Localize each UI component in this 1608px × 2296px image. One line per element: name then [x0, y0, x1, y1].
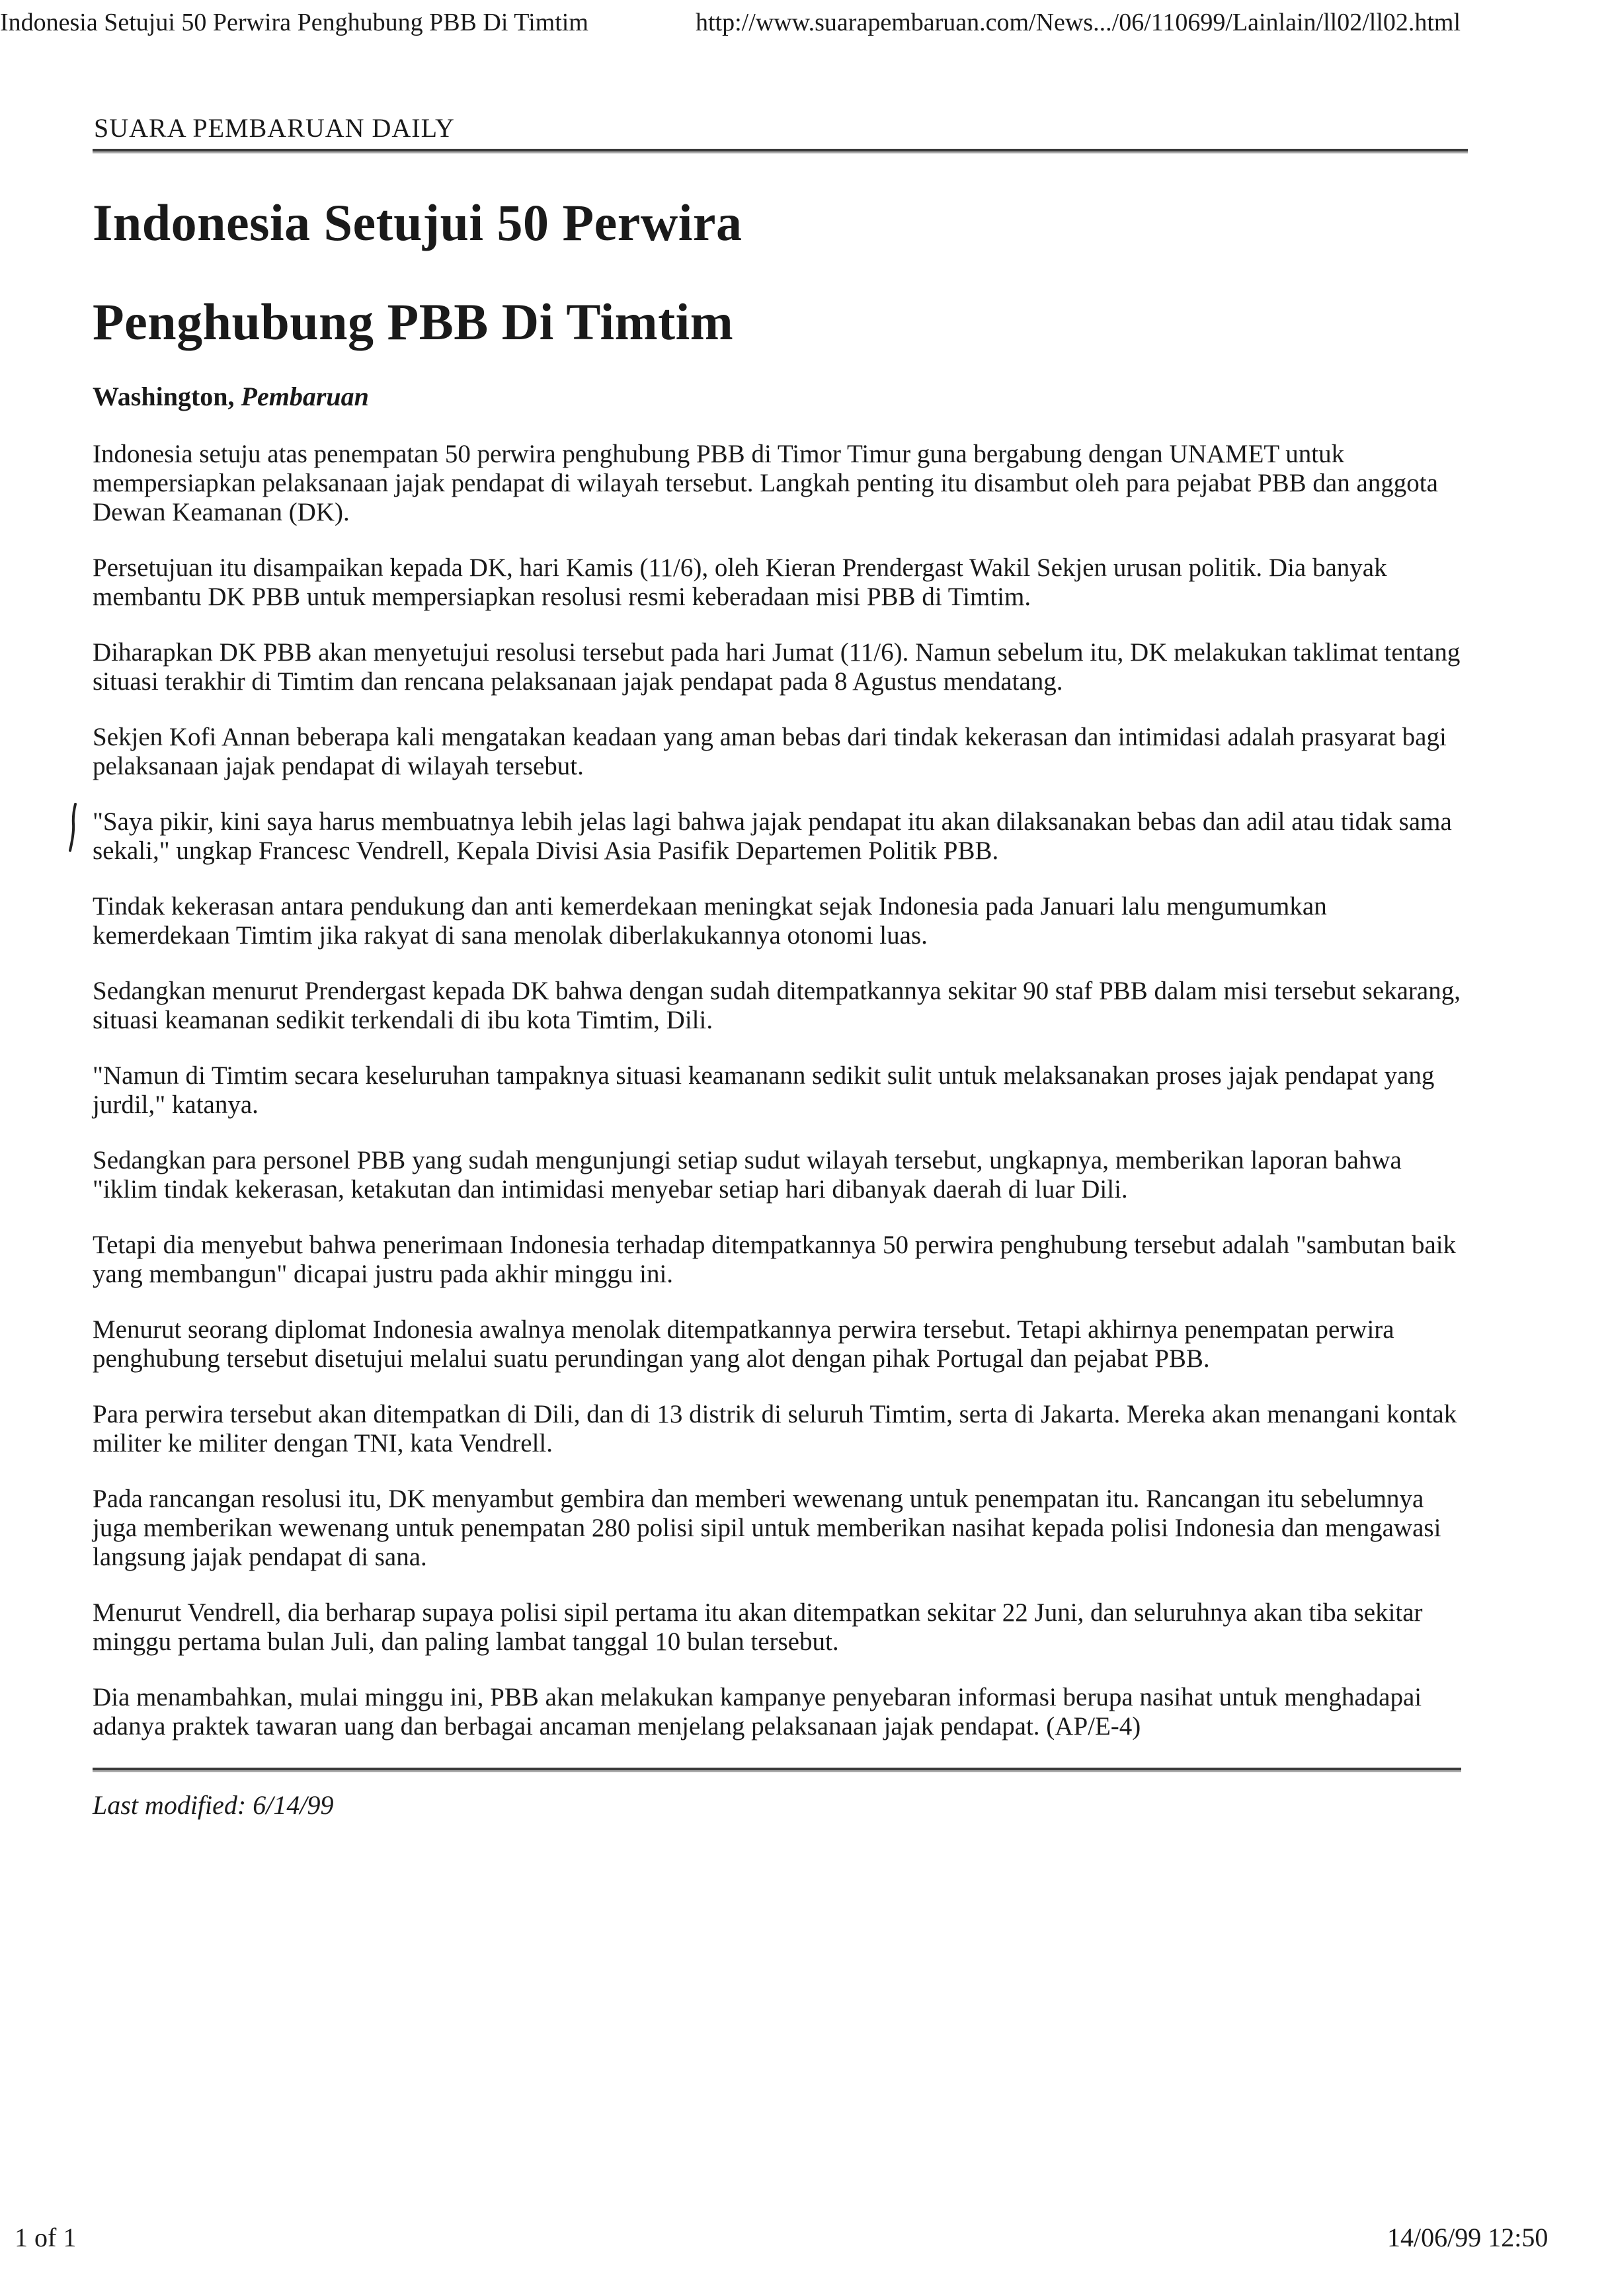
header-rule	[93, 149, 1468, 153]
paragraph: Persetujuan itu disampaikan kepada DK, hari Kamis (11/6), oleh Kieran Prendergast Wakil Sekjen urusan politik. Dia banyak membantu DK PBB untuk mempersiapkan resolusi resmi keberadaan misi PBB di Timtim.	[93, 554, 1387, 611]
paragraph: "Namun di Timtim secara keseluruhan tampaknya situasi keamanann sedikit sulit untuk melaksanakan proses jajak pendapat yang jurdil," katanya.	[93, 1061, 1435, 1119]
print-header	[0, 8, 1608, 48]
page-counter: 1 of 1	[15, 2223, 77, 2252]
article-page	[93, 112, 1468, 1821]
paragraph: Pada rancangan resolusi itu, DK menyambut gembira dan memberi wewenang untuk penempatan itu. Rancangan itu sebelumnya juga memberikan wewenang untuk penempatan 280 polisi sipil untuk memberikan nasihat kepada polisi Indonesia dan mengawasi langsung jajak pendapat di sana.	[93, 1485, 1441, 1571]
paragraph: Sekjen Kofi Annan beberapa kali mengatakan keadaan yang aman bebas dari tindak kekerasan dan intimidasi adalah prasyarat bagi pelaksanaan jajak pendapat di wilayah tersebut.	[93, 723, 1447, 780]
paragraph: Menurut Vendrell, dia berharap supaya polisi sipil pertama itu akan ditempatkan sekitar 22 Juni, dan seluruhnya akan tiba sekitar minggu pertama bulan Juli, dan paling lambat tanggal 10 bulan tersebut.	[93, 1598, 1423, 1656]
print-header-title: Indonesia Setujui 50 Perwira Penghubung PBB Di Timtim	[0, 9, 588, 36]
paragraph: Menurut seorang diplomat Indonesia awalnya menolak ditempatkannya perwira tersebut. Tetapi akhirnya penempatan perwira penghubung tersebut disetujui melalui suatu perundingan yang alot dengan pihak Portugal dan pejabat PBB.	[93, 1315, 1394, 1373]
article-body	[93, 440, 1468, 1741]
paragraph: Tetapi dia menyebut bahwa penerimaan Indonesia terhadap ditempatkannya 50 perwira penghubung tersebut adalah "sambutan baik yang membangun" dicapai justru pada akhir minggu ini.	[93, 1231, 1457, 1288]
headline-line-2: Penghubung PBB Di Timtim	[93, 293, 734, 350]
last-modified: Last modified: 6/14/99	[93, 1790, 334, 1820]
paragraph: Indonesia setuju atas penempatan 50 perwira penghubung PBB di Timor Timur guna bergabung dengan UNAMET untuk mempersiapkan pelaksanaan jajak pendapat di wilayah tersebut. Langkah penting itu disambut oleh para pejabat PBB dan anggota Dewan Keamanan (DK).	[93, 440, 1438, 526]
dateline-place: Washington,	[93, 382, 241, 411]
print-header-url: http://www.suarapembaruan.com/News.../06/110699/Lainlain/ll02/ll02.html	[696, 9, 1461, 36]
paragraph: Dia menambahkan, mulai minggu ini, PBB akan melakukan kampanye penyebaran informasi berupa nasihat untuk menghadapai adanya praktek tawaran uang dan berbagai ancaman menjelang pelaksanaan jajak pendapat. (AP/E-4)	[93, 1683, 1422, 1741]
paragraph: Sedangkan menurut Prendergast kepada DK bahwa dengan sudah ditempatkannya sekitar 90 staf PBB dalam misi tersebut sekarang, situasi keamanan sedikit terkendali di ibu kota Timtim, Dili.	[93, 977, 1461, 1034]
paragraph: "Saya pikir, kini saya harus membuatnya lebih jelas lagi bahwa jajak pendapat itu akan dilaksanakan bebas dan adil atau tidak sama sekali," ungkap Francesc Vendrell, Kepala Divisi Asia Pasifik Departemen Politik PBB.	[93, 807, 1452, 865]
footer-rule	[93, 1768, 1461, 1772]
headline	[93, 173, 1468, 372]
site-name: SUARA PEMBARUAN DAILY	[94, 113, 455, 143]
paragraph: Tindak kekerasan antara pendukung dan anti kemerdekaan meningkat sejak Indonesia pada Januari lalu mengumumkan kemerdekaan Timtim jika rakyat di sana menolak diberlakukannya otonomi luas.	[93, 892, 1327, 950]
dateline	[93, 381, 1468, 412]
dateline-source: Pembaruan	[241, 382, 369, 411]
margin-pen-mark	[63, 801, 83, 854]
headline-line-1: Indonesia Setujui 50 Perwira	[93, 194, 743, 251]
paragraph: Para perwira tersebut akan ditempatkan di Dili, dan di 13 distrik di seluruh Timtim, serta di Jakarta. Mereka akan menangani kontak militer ke militer dengan TNI, kata Vendrell.	[93, 1400, 1457, 1457]
print-datetime: 14/06/99 12:50	[1387, 2223, 1548, 2252]
paragraph: Sedangkan para personel PBB yang sudah mengunjungi setiap sudut wilayah tersebut, ungkapnya, memberikan laporan bahwa "iklim tindak kekerasan, ketakutan dan intimidasi menyebar setiap hari dibanyak daerah di luar Dili.	[93, 1146, 1402, 1204]
paragraph: Diharapkan DK PBB akan menyetujui resolusi tersebut pada hari Jumat (11/6). Namun sebelum itu, DK melakukan taklimat tentang situasi terakhir di Timtim dan rencana pelaksanaan jajak pendapat pada 8 Agustus mendatang.	[93, 638, 1461, 696]
